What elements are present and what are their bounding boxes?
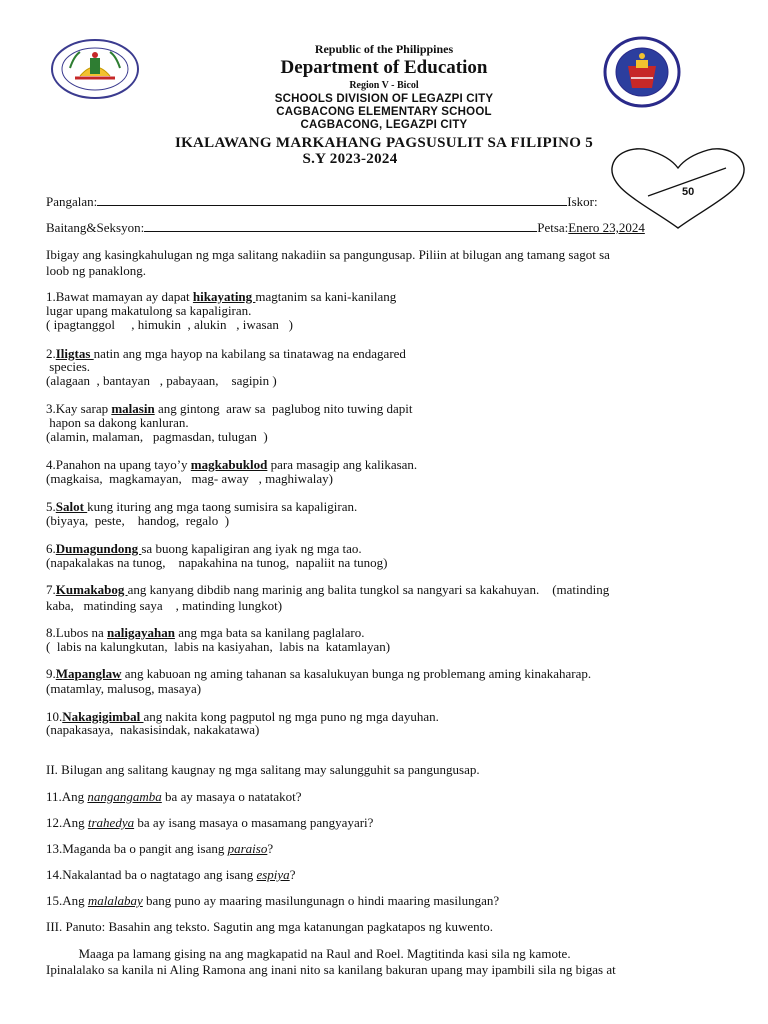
region-header: Region V - Bicol: [349, 80, 419, 91]
key-word: malalabay: [87, 893, 143, 908]
question-5: 5.Salot kung ituring ang mga taong sumisira sa kapaligiran.: [46, 499, 358, 514]
question-6: 6.Dumagundong sa buong kapaligiran ang iyak ng mga tao.: [46, 541, 362, 556]
question-4: 4.Panahon na upang tayo’y magkabuklod para masagip ang kalikasan.: [46, 457, 418, 472]
section-label: Baitang&Seksyon:: [46, 220, 145, 235]
name-input-line[interactable]: [97, 205, 567, 206]
key-word: trahedya: [87, 815, 135, 830]
key-word: magkabuklod: [190, 457, 268, 472]
question-7-choices[interactable]: kaba, matinding saya , matinding lungkot): [46, 598, 283, 613]
part3-instruction: III. Panuto: Basahin ang teksto. Sagutin ang mga katanungan pagkatapos ng kuwento.: [46, 919, 493, 934]
date-label: Petsa:: [537, 220, 569, 235]
key-word: Salot: [55, 499, 88, 514]
key-word: hikayating: [192, 289, 256, 304]
question-1-line2: lugar upang makatulong sa kapaligiran.: [46, 303, 252, 318]
question-10-choices[interactable]: (napakasaya, nakasisindak, nakakatawa): [46, 722, 260, 737]
question-4-choices[interactable]: (magkaisa, magkamayan, mag- away , maghiwalay): [46, 471, 333, 486]
question-3-line2: hapon sa dakong kanluran.: [46, 415, 189, 430]
key-word: espiya: [256, 867, 290, 882]
address-header: CAGBACONG, LEGAZPI CITY: [300, 119, 468, 131]
key-word: naligayahan: [107, 625, 175, 640]
question-15: 15.Ang malalabay bang puno ay maaring masilungunagn o hindi maaring masilungan?: [46, 893, 500, 908]
section-input-line[interactable]: [144, 231, 537, 232]
question-3-choices[interactable]: (alamin, malaman, pagmasdan, tulugan ): [46, 429, 268, 444]
score-label: Iskor:: [567, 194, 598, 209]
question-11: 11.Ang nangangamba ba ay masaya o natatakot?: [46, 789, 302, 804]
score-heart: [608, 146, 748, 230]
key-word: Nakagigimbal: [62, 709, 144, 724]
question-7: 7.Kumakabog ang kanyang dibdib nang marinig ang balita tungkol sa nangyari sa kakahuyan. (matinding: [46, 582, 610, 597]
question-9-choices[interactable]: (matamlay, malusog, masaya): [46, 681, 202, 696]
question-8: 8.Lubos na naligayahan ang mga bata sa kanilang paglalaro.: [46, 625, 365, 640]
name-field-row: [46, 194, 598, 210]
question-2: 2.Iligtas natin ang mga hayop na kabilang sa tinatawag na endagared: [46, 346, 406, 361]
part2-instruction: II. Bilugan ang salitang kaugnay ng mga salitang may salungguhit sa pangungusap.: [46, 762, 480, 777]
school-header: CAGBACONG ELEMENTARY SCHOOL: [276, 106, 492, 118]
school-year: S.Y 2023-2024: [302, 151, 398, 167]
part1-instruction-line2: loob ng panaklong.: [46, 263, 147, 278]
question-3: 3.Kay sarap malasin ang gintong araw sa paglubog nito tuwing dapit: [46, 401, 413, 416]
question-10: 10.Nakagigimbal ang nakita kong pagputol ng mga puno ng mga dayuhan.: [46, 709, 439, 724]
section-field-row: [46, 220, 645, 236]
part1-instruction-line1: Ibigay ang kasingkahulugan ng mga salitang nakadiin sa pangungusap. Piliin at bilugan ang tamang sagot sa: [46, 247, 610, 262]
score-total: 50: [682, 186, 695, 198]
key-word: paraiso: [227, 841, 268, 856]
story-line-1: Maaga pa lamang gising na ang magkapatid na Raul and Roel. Magtitinda kasi sila ng kamote.: [46, 946, 571, 961]
date-value: Enero 23,2024: [568, 220, 645, 235]
key-word: Iligtas: [55, 346, 94, 361]
question-1-choices[interactable]: ( ipagtanggol , himukin , alukin , iwasan ): [46, 317, 293, 332]
question-14: 14.Nakalantad ba o nagtatago ang isang espiya?: [46, 867, 296, 882]
question-9: 9.Mapanglaw ang kabuoan ng aming tahanan sa kasalukuyan bunga ng problemang aming kinakaharap.: [46, 666, 592, 681]
question-2-line2: species.: [46, 359, 91, 374]
question-2-choices[interactable]: (alagaan , bantayan , pabayaan, sagipin ): [46, 373, 277, 388]
department-header: Department of Education: [280, 57, 488, 78]
question-6-choices[interactable]: (napakalakas na tunog, napakahina na tunog, napaliit na tunog): [46, 555, 388, 570]
key-word: Dumagundong: [55, 541, 142, 556]
republic-header: Republic of the Philippines: [314, 42, 454, 56]
question-8-choices[interactable]: ( labis na kalungkutan, labis na kasiyahan, labis na katamlayan): [46, 639, 391, 654]
question-13: 13.Maganda ba o pangit ang isang paraiso?: [46, 841, 274, 856]
division-header: SCHOOLS DIVISION OF LEGAZPI CITY: [274, 93, 494, 105]
name-label: Pangalan:: [46, 194, 98, 209]
key-word: malasin: [111, 401, 155, 416]
key-word: Kumakabog: [55, 582, 128, 597]
question-12: 12.Ang trahedya ba ay isang masaya o masamang pangyayari?: [46, 815, 374, 830]
question-1: 1.Bawat mamayan ay dapat hikayating magtanim sa kani-kanilang: [46, 289, 397, 304]
key-word: Mapanglaw: [55, 666, 122, 681]
story-line-2: Ipinalalako sa kanila ni Aling Ramona ang inani nito sa kanilang bakuran upang may ipambili sila ng bigas at: [46, 962, 616, 977]
question-5-choices[interactable]: (biyaya, peste, handog, regalo ): [46, 513, 230, 528]
exam-title: IKALAWANG MARKAHANG PAGSUSULIT SA FILIPINO 5: [174, 135, 594, 151]
key-word: nangangamba: [87, 789, 162, 804]
